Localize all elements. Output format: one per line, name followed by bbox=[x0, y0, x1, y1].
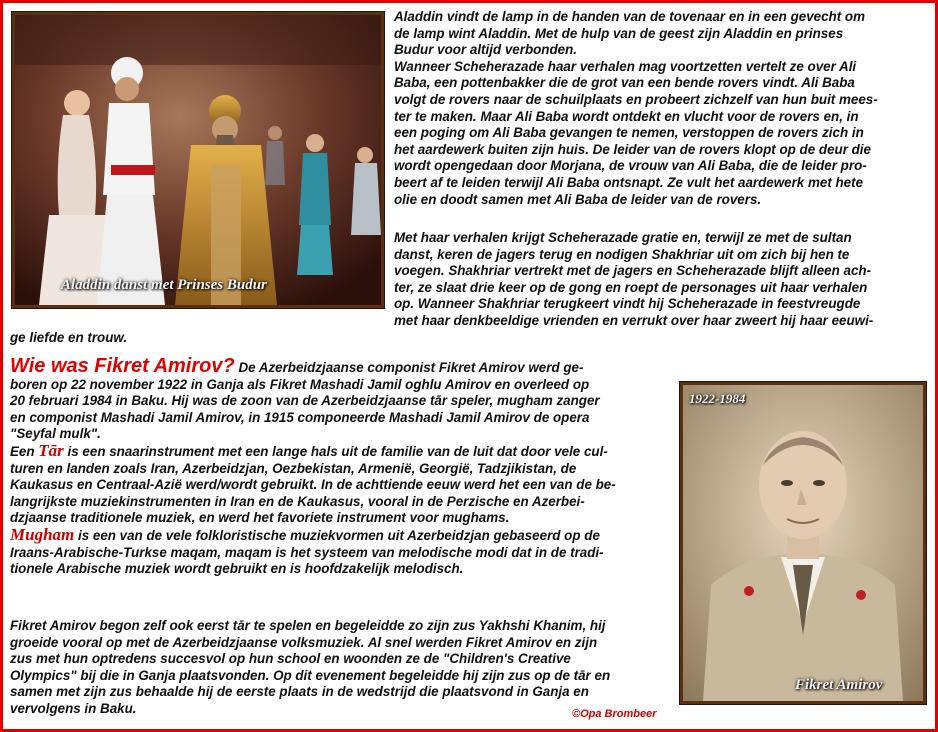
text-line: Iraans-Arabische-Turkse maqam, maqam is het systeem van melodische modi dat in de tradi- bbox=[10, 544, 604, 560]
text-line: Met haar verhalen krijgt Scheherazade gratie en, terwijl ze met de sultan bbox=[394, 230, 852, 245]
text-line: volgt de rovers naar de schuilplaats en probeert zichzelf van hun buit mees- bbox=[394, 91, 878, 107]
text-line: op. Wanneer Shakhriar terugkeert vindt hij Scheherazade in feestvreugde bbox=[394, 296, 861, 312]
text-line: tionele Arabische muziek wordt gebruikt en is hoofdzakelijk melodisch. bbox=[10, 561, 464, 577]
portrait-caption: Fikret Amirov bbox=[795, 677, 883, 693]
text-line: turen en landen zoals Iran, Azerbeidzjan, Oezbekistan, Armenië, Georgië, Tadzjikistan, de bbox=[10, 460, 577, 476]
text-line: zus met hun optredens succesvol op hun school en woonden ze de "Children's Creative bbox=[10, 651, 571, 667]
text-line: vervolgens in Baku. bbox=[10, 700, 137, 716]
text-line: groeide vooral op met de Azerbeidzjaanse volksmuziek. Al snel werden Fikret Amirov en zijn bbox=[10, 634, 598, 650]
ballet-photo-caption: Aladdin danst met Prinses Budur bbox=[61, 277, 267, 293]
mugham-first-line-text: is een van de vele folkloristische muziekvormen uit Azerbeidzjan gebaseerd op de bbox=[77, 527, 600, 543]
text-line: langrijkste muziekinstrumenten in Iran en de Kaukasus, vooral in de Perzische en Azerbei- bbox=[10, 493, 585, 509]
mugham-term: Mugham bbox=[10, 524, 75, 544]
text-line: met haar denkbeeldige vrienden en verrukt over haar zweert hij haar eeuwi- bbox=[394, 312, 874, 328]
text-line: Wanneer Scheherazade haar verhalen mag voortzetten vertelt ze over Ali bbox=[394, 58, 857, 74]
text-line: boren op 22 november 1922 in Ganja als Fikret Mashadi Jamil oghlu Amirov en overleed op bbox=[10, 376, 590, 392]
portrait-image bbox=[683, 385, 923, 701]
text-line: Baba, een pottenbakker die de grot van een bende rovers vindt. Ali Baba bbox=[394, 75, 855, 91]
text-line: de lamp wint Aladdin. Met de hulp van de geest zijn Aladdin en prinses bbox=[394, 25, 844, 41]
story-paragraph-2 bbox=[394, 230, 934, 330]
ballet-photo bbox=[12, 12, 384, 308]
text-line: en componist Mashadi Jamil Amirov, in 1915 componeerde Mashadi Jamil Amirov de opera bbox=[10, 409, 590, 425]
portrait-photo bbox=[680, 382, 926, 704]
bio-first-line-text: De Azerbeidzjaanse componist Fikret Amirov werd ge- bbox=[238, 360, 584, 375]
text-line: wordt opengedaan door Morjana, de vrouw van Ali Baba, die de leider pro- bbox=[394, 158, 867, 174]
bio-heading: Wie was Fikret Amirov? bbox=[10, 355, 235, 377]
text-line: Aladdin vindt de lamp in de handen van de tovenaar en in een gevecht om bbox=[394, 9, 866, 24]
text-line: samen met zijn zus behaalde hij de eerste plaats in de wedstrijd die plaatsvond in Ganja en bbox=[10, 684, 589, 700]
text-line: "Seyfal mulk". bbox=[10, 426, 101, 442]
text-line: ter te maken. Maar Ali Baba wordt ontdekt en vlucht voor de rovers en, in bbox=[394, 108, 859, 124]
tar-first-line bbox=[10, 440, 678, 461]
text-line: een poging om Ali Baba gevangen te nemen, verstoppen de rovers zich in bbox=[394, 125, 864, 141]
text-line: Kaukasus en Centraal-Azië werd/wordt gebruikt. In de achttiende eeuw werd het een van de be- bbox=[10, 477, 616, 493]
tar-prefix: Een bbox=[10, 443, 35, 459]
text-line: 20 februari 1984 in Baku. Hij was de zoon van de Azerbeidzjaanse tār speler, mugham zanger bbox=[10, 393, 600, 409]
tar-first-line-text: is een snaarinstrument met een lange hals uit de familie van de luit dat door vele cul- bbox=[67, 443, 608, 459]
text-line: voegen. Shakhriar vertrekt met de jagers en Scheherazade blijft alleen ach- bbox=[394, 263, 872, 279]
text-line: Olympics" bij die in Ganja plaatsvonden. Op dit evenement begeleidde hij zijn zus op de tār en bbox=[10, 667, 611, 683]
amirov-career-paragraph bbox=[10, 618, 678, 718]
mugham-first-line bbox=[10, 524, 678, 545]
ballet-scene-image bbox=[15, 15, 381, 305]
text-line: olie en doodt samen met Ali Baba de leider van de rovers. bbox=[394, 191, 762, 207]
bio-first-line bbox=[10, 355, 678, 377]
text-line: dzjaanse traditionele muziek, en werd het favoriete instrument voor mughams. bbox=[10, 510, 510, 526]
story-paragraph-2-tail: ge liefde en trouw. bbox=[10, 330, 128, 345]
text-line: Fikret Amirov begon zelf ook eerst tār te spelen en begeleidde zo zijn zus Yakhshi Khanim, hij bbox=[10, 618, 606, 633]
text-line: danst, keren de jagers terug en nodigen Shakhriar uit om zich bij hen te bbox=[394, 246, 850, 262]
text-line: het aardewerk buiten zijn huis. De leider van de rovers klopt op de deur die bbox=[394, 141, 871, 157]
text-line: ter, ze slaat drie keer op de gong en roept de personages uit haar verhalen bbox=[394, 279, 868, 295]
copyright-credit: ©Opa Brombeer bbox=[572, 708, 657, 720]
tar-term: Tār bbox=[38, 440, 64, 460]
story-paragraph-1 bbox=[394, 9, 934, 208]
text-line: beert af te leiden terwijl Ali Baba ontsnapt. Ze vult het aardewerk met hete bbox=[394, 174, 864, 190]
bio-paragraph bbox=[10, 355, 678, 578]
text-line: Budur voor altijd verbonden. bbox=[394, 42, 578, 58]
portrait-years: 1922-1984 bbox=[689, 391, 746, 406]
